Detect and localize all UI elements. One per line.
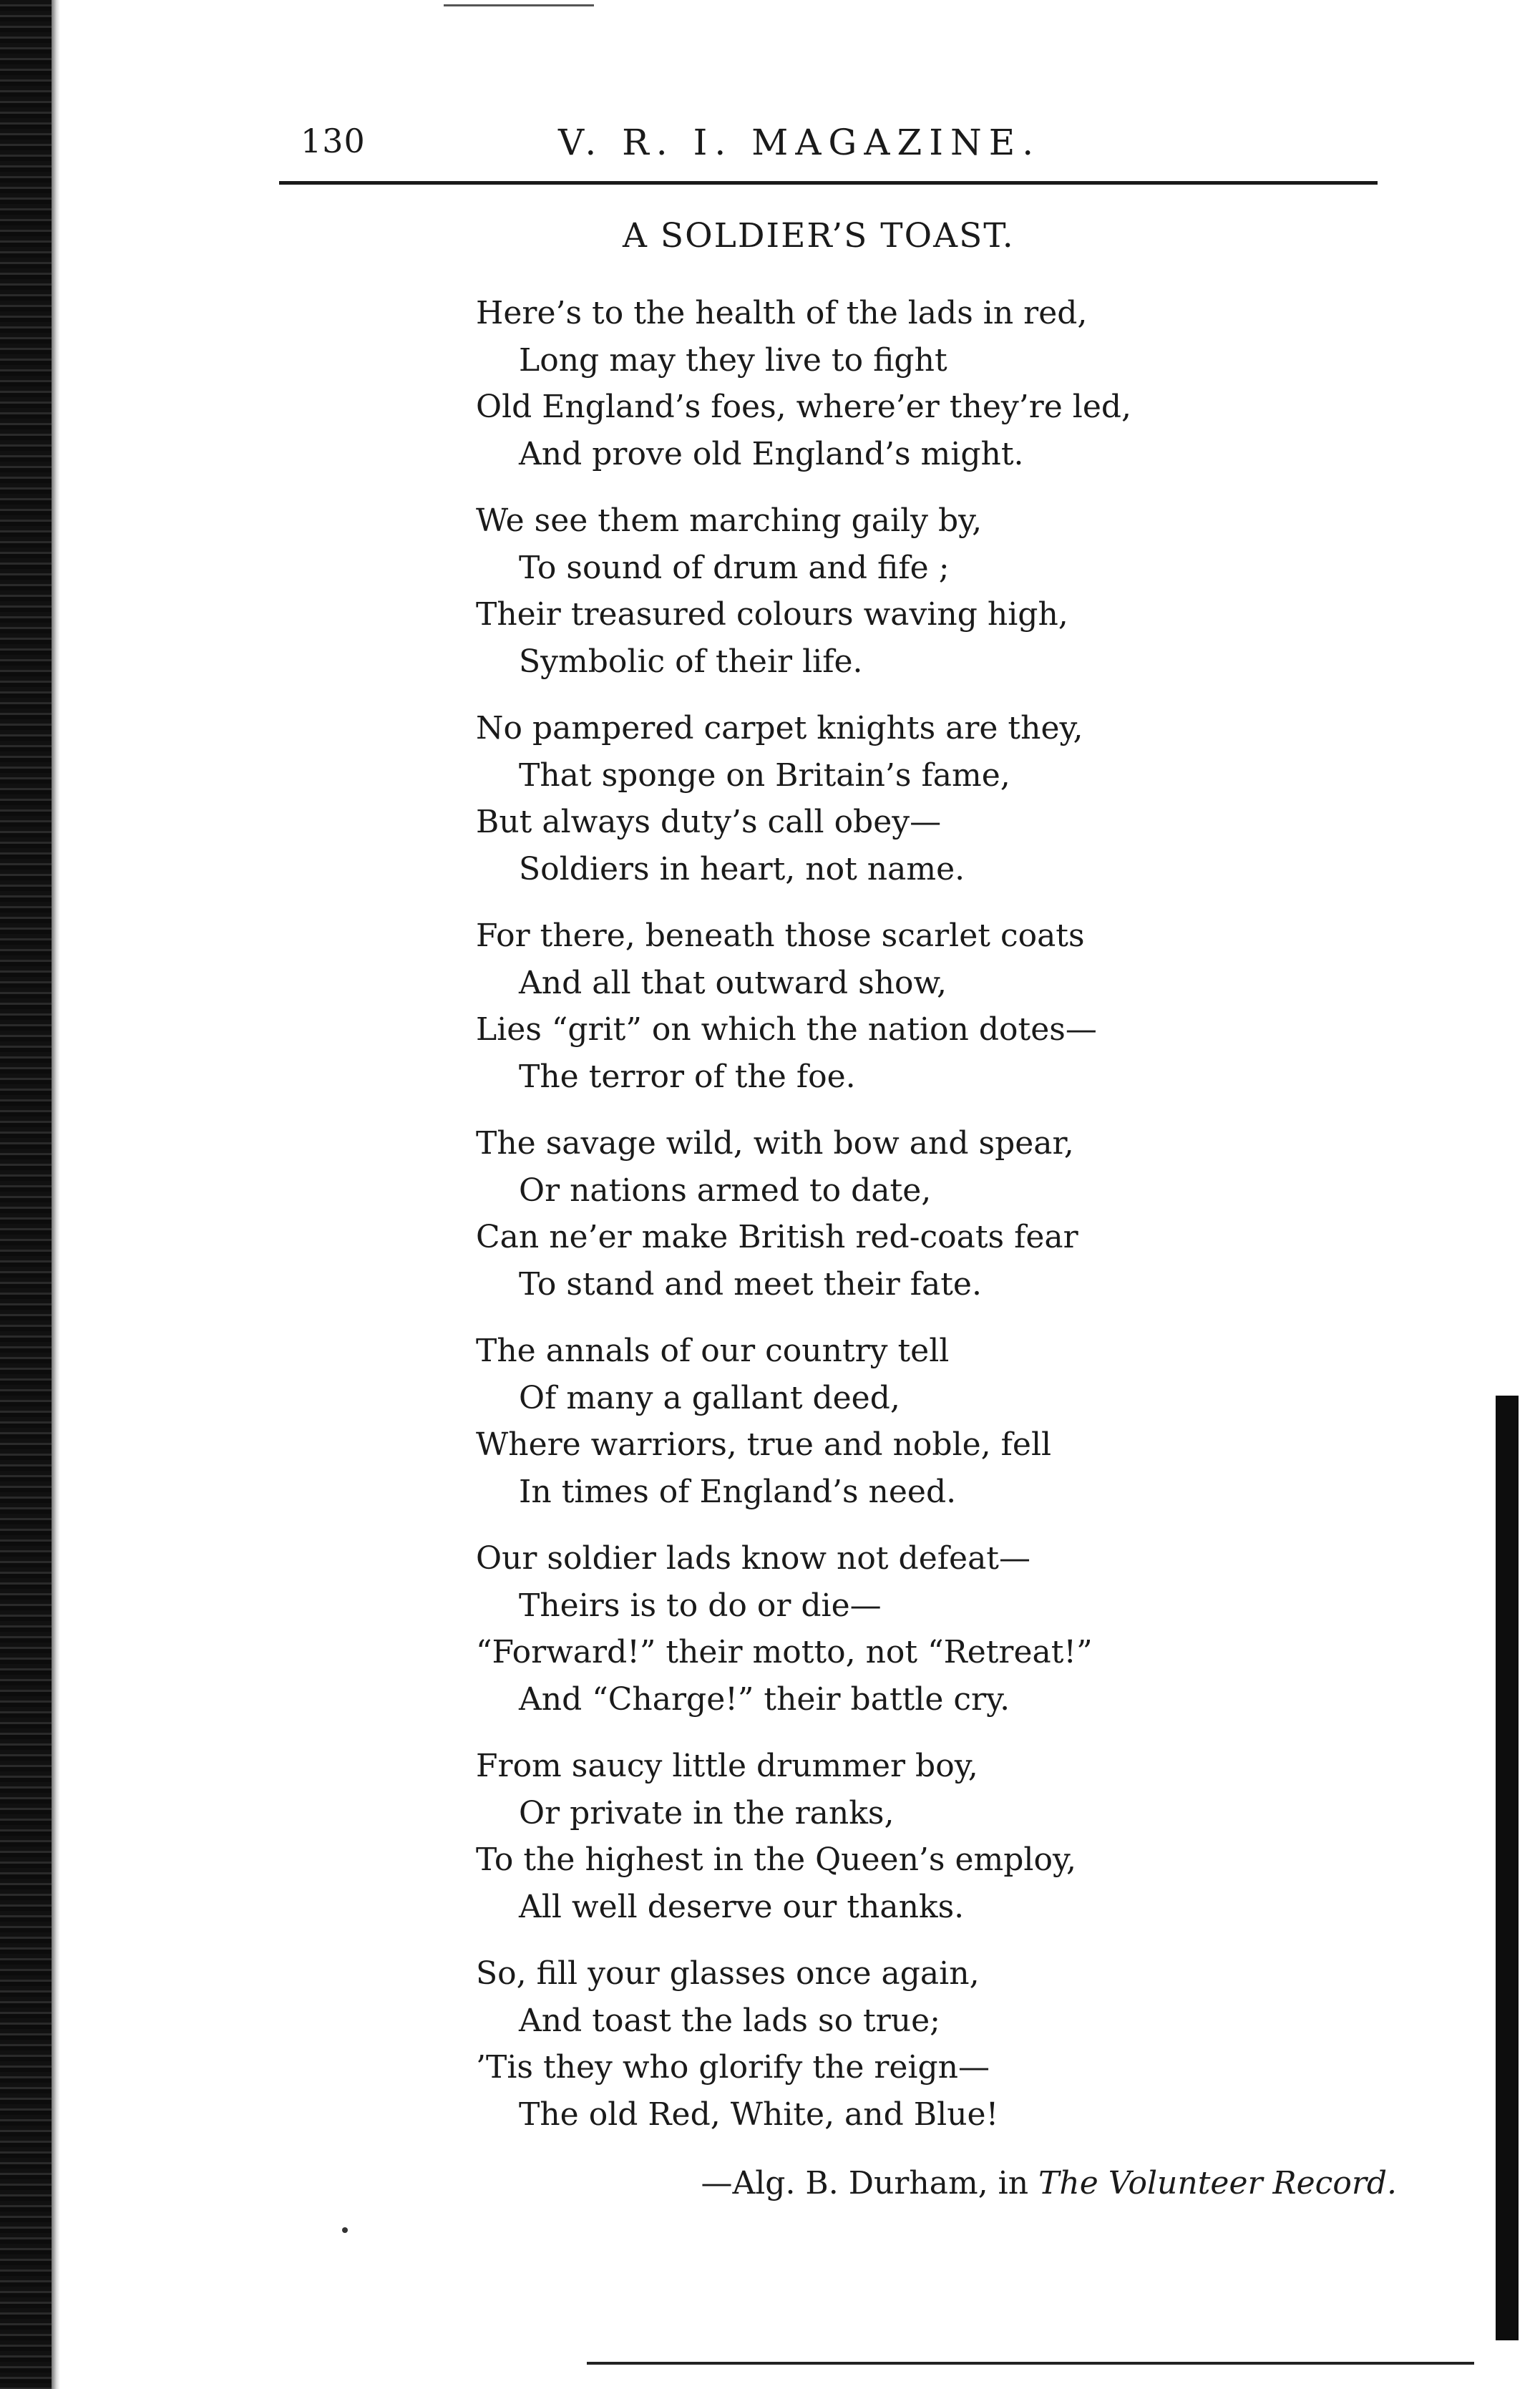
poem-title: A SOLDIER’S TOAST. [623,216,1015,256]
poem-line: And “Charge!” their battle cry. [519,1680,1010,1718]
poem-line: Our soldier lads know not defeat— [476,1540,1030,1577]
running-head: V. R. I. MAGAZINE. [558,122,1041,163]
stanza [476,497,1406,685]
poem-line: We see them marching gaily by, [476,502,983,539]
scan-binding-edge [0,0,52,2389]
stanza [476,1743,1406,1930]
poem-line: Old England’s foes, where’er they’re led, [476,389,1132,425]
stanza [476,1120,1406,1308]
poem-line: Their treasured colours waving high, [476,596,1068,633]
scan-right-edge [1496,1396,1519,2340]
poem-line: But always duty’s call obey— [476,804,942,840]
poem-line: Where warriors, true and noble, fell [476,1426,1052,1463]
scan-top-mark [444,4,594,6]
page-header [301,122,1374,172]
poem-line: The savage wild, with bow and spear, [476,1125,1074,1162]
poem-line: ’Tis they who glorify the reign— [476,2049,990,2086]
poem-line: The terror of the foe. [519,1058,856,1095]
poem-line: Symbolic of their life. [519,643,863,680]
poem-line: To stand and meet their fate. [519,1265,982,1303]
stanza [476,705,1406,892]
poem-line: Lies “grit” on which the nation dotes— [476,1011,1097,1048]
poem-line: To the highest in the Queen’s employ, [476,1841,1076,1878]
poem-line: And all that outward show, [519,964,947,1001]
poem-line: So, fill your glasses once again, [476,1955,980,1992]
poem-line: Here’s to the health of the lads in red, [476,295,1088,331]
header-rule [279,181,1378,185]
poem-line: The annals of our country tell [476,1333,950,1369]
poem-line: Or nations armed to date, [519,1172,932,1209]
poem-line: Can ne’er make British red-coats fear [476,1219,1078,1255]
poem-line: To sound of drum and fife ; [519,549,950,586]
poem-line: In times of England’s need. [519,1473,957,1510]
attribution-source: The Volunteer Record. [1038,2165,1397,2201]
poem-line: And toast the lads so true; [519,2002,940,2039]
poem-line: No pampered carpet knights are they, [476,710,1083,746]
scan-bottom-rule [587,2362,1474,2365]
attribution-author: —Alg. B. Durham, in [701,2165,1039,2201]
poem-line: “Forward!” their motto, not “Retreat!” [476,1634,1093,1670]
poem-attribution [701,2165,1397,2201]
stanza [476,290,1406,477]
poem-line: Soldiers in heart, not name. [519,850,965,887]
poem-line: Or private in the ranks, [519,1794,895,1831]
poem-line: Of many a gallant deed, [519,1379,900,1416]
poem-line: That sponge on Britain’s fame, [519,756,1010,794]
stanza [476,1328,1406,1515]
poem-line: All well deserve our thanks. [519,1888,965,1925]
poem-line: For there, beneath those scarlet coats [476,918,1085,954]
poem-line: And prove old England’s might. [519,435,1024,472]
scan-binding-shadow [52,0,60,2389]
stanza [476,1535,1406,1723]
scan-speck [342,2227,348,2233]
stanza [476,1950,1406,2138]
poem-line: From saucy little drummer boy, [476,1748,978,1784]
stanza [476,913,1406,1100]
poem-line: Theirs is to do or die— [519,1587,882,1624]
poem-line: Long may they live to fight [519,341,947,379]
poem-body [476,290,1406,2158]
page-number: 130 [301,122,366,160]
poem-line: The old Red, White, and Blue! [519,2096,999,2133]
